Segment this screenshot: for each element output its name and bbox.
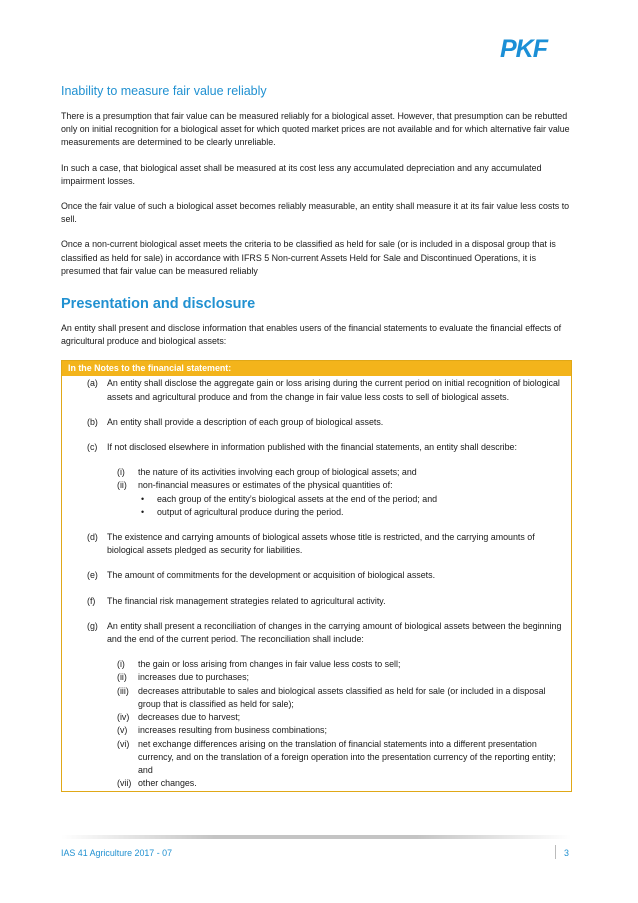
item-number: (a) — [87, 378, 98, 389]
sub-item — [117, 738, 563, 778]
sub-text: decreases attributable to sales and biological assets classified as held for sale (or included in a disposal group that is classified as held for sale); — [138, 685, 546, 709]
note-item-b — [87, 416, 563, 429]
paragraph-held-for-sale: Once a non-current biological asset meets the criteria to be classified as held for sale (or is included in a disposal group that is classified as held for sale) in accordance with IFRS 5 Non-current Assets Held for Sale and Discontinued Operations, it is presumed that fair value can be measured reliably — [61, 239, 556, 276]
item-text: If not disclosed elsewhere in information published with the financial statements, an entity shall describe: — [107, 442, 517, 453]
sub-text: decreases due to harvest; — [138, 712, 241, 723]
item-text: An entity shall provide a description of each group of biological assets. — [107, 416, 384, 427]
sub-item — [117, 671, 563, 684]
sub-item — [117, 711, 563, 724]
footer-title: IAS 41 Agriculture 2017 - 07 — [61, 848, 173, 858]
sub-text: the gain or loss arising from changes in fair value less costs to sell; — [138, 659, 401, 670]
sub-item — [117, 466, 563, 479]
notes-box — [61, 360, 572, 792]
sub-number: (vii) — [117, 778, 132, 789]
sub-number: (iii) — [117, 685, 129, 696]
sub-number: (ii) — [117, 480, 127, 491]
note-item-d — [87, 531, 563, 557]
sub-item — [117, 685, 563, 711]
item-number: (g) — [87, 620, 98, 631]
sub-text: non-financial measures or estimates of the physical quantities of: — [138, 480, 393, 491]
heading-fair-value: Inability to measure fair value reliably — [61, 84, 267, 98]
sub-number: (vi) — [117, 738, 130, 749]
sub-text: other changes. — [138, 778, 197, 789]
note-item-g — [87, 620, 563, 790]
bullet-item — [139, 506, 563, 519]
sub-text: increases resulting from business combinations; — [138, 725, 327, 736]
sub-number: (iv) — [117, 712, 130, 723]
item-number: (b) — [87, 416, 98, 427]
notes-header: In the Notes to the financial statement: — [62, 361, 571, 376]
bullet-icon: • — [141, 506, 145, 517]
sub-text: increases due to purchases; — [138, 672, 250, 683]
sub-list — [117, 658, 563, 790]
sub-item — [117, 479, 563, 492]
sub-number: (i) — [117, 467, 125, 478]
bullet-item — [139, 493, 563, 506]
page-number: 3 — [564, 848, 569, 858]
sub-item — [117, 658, 563, 671]
bullet-list — [139, 493, 563, 519]
sub-number: (ii) — [117, 672, 127, 683]
sub-number: (i) — [117, 659, 125, 670]
bullet-icon: • — [141, 493, 145, 504]
sub-item — [117, 777, 563, 790]
footer-separator — [555, 845, 556, 859]
sub-item — [117, 724, 563, 737]
item-text: The existence and carrying amounts of biological assets whose title is restricted, and the carrying amounts of biological assets pledged as security for liabilities. — [107, 532, 535, 556]
pkf-logo — [500, 34, 562, 64]
item-number: (e) — [87, 570, 98, 581]
paragraph-presumption: There is a presumption that fair value can be measured reliably for a biological asset. However, that presumption can be rebutted only on initial recognition for a biological asset for which quoted market prices are not available and for which alternative fair value measurements are determined to be clearly unreliable. — [61, 111, 570, 148]
paragraph-reliably-measurable: Once the fair value of such a biological asset becomes reliably measurable, an entity shall measure it at its fair value less costs to sell. — [61, 201, 570, 225]
heading-presentation: Presentation and disclosure — [61, 296, 256, 313]
note-item-f — [87, 595, 563, 608]
bullet-text: output of agricultural produce during the period. — [157, 506, 344, 517]
sub-text: the nature of its activities involving each group of biological assets; and — [138, 467, 417, 478]
footer-divider — [61, 835, 571, 839]
note-item-c — [87, 441, 563, 519]
pkf-logo-text: PKF — [500, 35, 547, 63]
bullet-text: each group of the entity’s biological assets at the end of the period; and — [157, 493, 438, 504]
notes-body — [62, 376, 571, 791]
item-number: (d) — [87, 532, 98, 543]
sub-list — [117, 466, 563, 519]
item-text: An entity shall disclose the aggregate gain or loss arising during the current period on initial recognition of biological assets and agricultural produce and from the change in fair value less costs to sell of biological assets. — [107, 378, 560, 402]
item-text: An entity shall present a reconciliation of changes in the carrying amount of biological assets between the beginning and the end of the current period. The reconciliation shall include: — [107, 620, 562, 645]
item-number: (c) — [87, 442, 98, 453]
sub-text: net exchange differences arising on the translation of financial statements into a different presentation currency, and on the translation of a foreign operation into the presentation currency of the reporting entity; and — [138, 738, 556, 775]
note-item-a — [87, 377, 563, 403]
paragraph-intro: An entity shall present and disclose information that enables users of the financial statements to evaluate the financial effects of agricultural produce and biological assets: — [61, 323, 562, 347]
sub-number: (v) — [117, 725, 128, 736]
item-text: The financial risk management strategies related to agricultural activity. — [107, 595, 386, 606]
paragraph-cost-measurement: In such a case, that biological asset shall be measured at its cost less any accumulated depreciation and any accumulated impairment losses. — [61, 162, 542, 186]
item-number: (f) — [87, 595, 96, 606]
page-content — [61, 84, 571, 792]
note-item-e — [87, 569, 563, 582]
item-text: The amount of commitments for the development or acquisition of biological assets. — [107, 570, 436, 581]
